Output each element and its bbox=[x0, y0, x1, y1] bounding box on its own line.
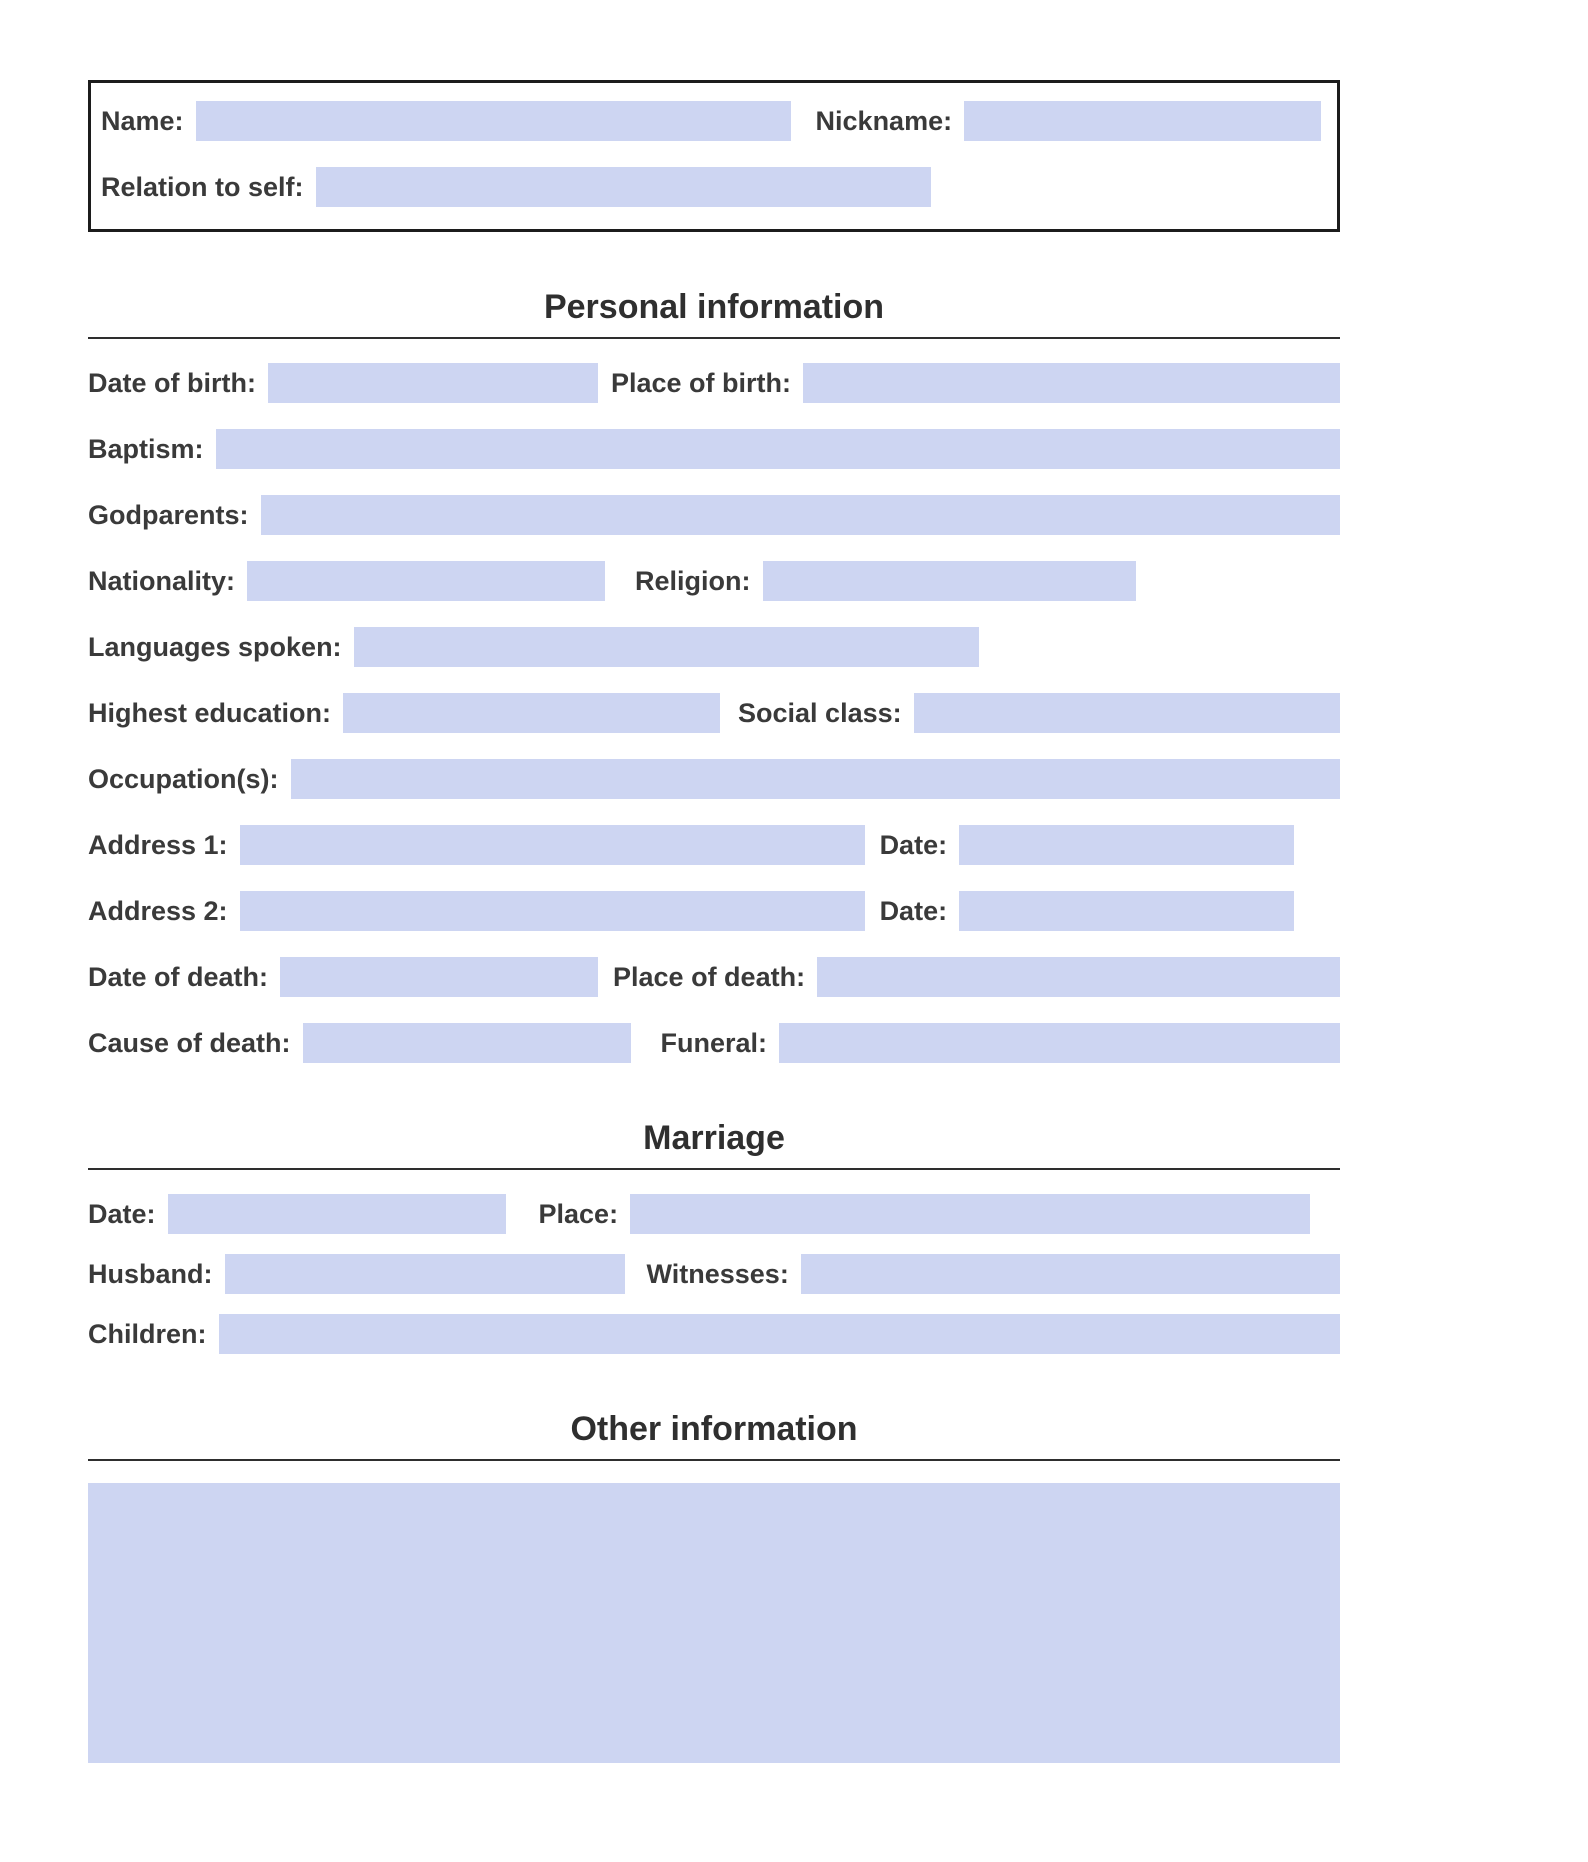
cause-of-death-input[interactable] bbox=[303, 1023, 631, 1063]
languages-spoken-input[interactable] bbox=[354, 627, 979, 667]
name-input[interactable] bbox=[196, 101, 791, 141]
marriage-date-label: Date: bbox=[88, 1199, 156, 1229]
marriage-date-row bbox=[88, 1194, 1340, 1234]
nationality-label: Nationality: bbox=[88, 566, 236, 596]
marriage-date-input[interactable] bbox=[168, 1194, 506, 1234]
relation-to-self-label: Relation to self: bbox=[101, 172, 304, 202]
husband-row bbox=[88, 1254, 1340, 1294]
occupations-row bbox=[88, 759, 1340, 799]
other-section-divider bbox=[88, 1459, 1340, 1461]
address2-date-input[interactable] bbox=[959, 891, 1294, 931]
address1-input[interactable] bbox=[240, 825, 865, 865]
religion-label: Religion: bbox=[635, 566, 751, 596]
nickname-input[interactable] bbox=[964, 101, 1321, 141]
address1-date-label: Date: bbox=[879, 830, 948, 860]
date-of-death-label: Date of death: bbox=[88, 962, 269, 992]
date-of-death-input[interactable] bbox=[280, 957, 598, 997]
languages-spoken-label: Languages spoken: bbox=[88, 632, 342, 662]
address2-row bbox=[88, 891, 1340, 931]
nickname-label: Nickname: bbox=[815, 106, 953, 136]
address1-label: Address 1: bbox=[88, 830, 228, 860]
place-of-birth-label: Place of birth: bbox=[611, 368, 792, 398]
place-of-death-input[interactable] bbox=[817, 957, 1340, 997]
other-info-title: Other information bbox=[570, 1410, 858, 1448]
children-input[interactable] bbox=[219, 1314, 1341, 1354]
witnesses-input[interactable] bbox=[801, 1254, 1340, 1294]
witnesses-label: Witnesses: bbox=[646, 1259, 789, 1289]
social-class-input[interactable] bbox=[914, 693, 1340, 733]
children-row bbox=[88, 1314, 1340, 1354]
address2-label: Address 2: bbox=[88, 896, 228, 926]
occupations-input[interactable] bbox=[291, 759, 1340, 799]
name-label: Name: bbox=[101, 106, 184, 136]
husband-label: Husband: bbox=[88, 1259, 213, 1289]
social-class-label: Social class: bbox=[738, 698, 902, 728]
religion-input[interactable] bbox=[763, 561, 1136, 601]
baptism-label: Baptism: bbox=[88, 434, 204, 464]
marriage-fields bbox=[88, 1194, 1340, 1354]
death-row bbox=[88, 957, 1340, 997]
marriage-place-input[interactable] bbox=[630, 1194, 1310, 1234]
nationality-input[interactable] bbox=[247, 561, 605, 601]
marriage-place-label: Place: bbox=[538, 1199, 619, 1229]
place-of-death-label: Place of death: bbox=[613, 962, 806, 992]
funeral-label: Funeral: bbox=[660, 1028, 768, 1058]
personal-section-divider bbox=[88, 337, 1340, 339]
cause-of-death-row bbox=[88, 1023, 1340, 1063]
personal-info-fields bbox=[88, 363, 1340, 1063]
identity-box bbox=[88, 80, 1340, 232]
identity-row-2 bbox=[101, 167, 1327, 207]
relation-to-self-input[interactable] bbox=[316, 167, 931, 207]
highest-education-input[interactable] bbox=[343, 693, 720, 733]
marriage-title: Marriage bbox=[643, 1119, 785, 1157]
address1-date-input[interactable] bbox=[959, 825, 1294, 865]
highest-education-label: Highest education: bbox=[88, 698, 332, 728]
address2-input[interactable] bbox=[240, 891, 865, 931]
languages-row bbox=[88, 627, 1340, 667]
marriage-section-divider bbox=[88, 1168, 1340, 1170]
date-of-birth-input[interactable] bbox=[268, 363, 598, 403]
baptism-input[interactable] bbox=[216, 429, 1340, 469]
godparents-label: Godparents: bbox=[88, 500, 249, 530]
funeral-input[interactable] bbox=[779, 1023, 1340, 1063]
husband-input[interactable] bbox=[225, 1254, 625, 1294]
children-label: Children: bbox=[88, 1319, 207, 1349]
other-information-input[interactable] bbox=[88, 1483, 1340, 1763]
birth-row bbox=[88, 363, 1340, 403]
personal-info-title: Personal information bbox=[543, 288, 885, 326]
education-row bbox=[88, 693, 1340, 733]
date-of-birth-label: Date of birth: bbox=[88, 368, 256, 398]
identity-row-1 bbox=[101, 101, 1327, 141]
occupations-label: Occupation(s): bbox=[88, 764, 279, 794]
godparents-input[interactable] bbox=[261, 495, 1340, 535]
address1-row bbox=[88, 825, 1340, 865]
nationality-row bbox=[88, 561, 1340, 601]
place-of-birth-input[interactable] bbox=[803, 363, 1340, 403]
address2-date-label: Date: bbox=[879, 896, 948, 926]
godparents-row bbox=[88, 495, 1340, 535]
baptism-row bbox=[88, 429, 1340, 469]
form-page bbox=[88, 80, 1340, 1763]
cause-of-death-label: Cause of death: bbox=[88, 1028, 291, 1058]
